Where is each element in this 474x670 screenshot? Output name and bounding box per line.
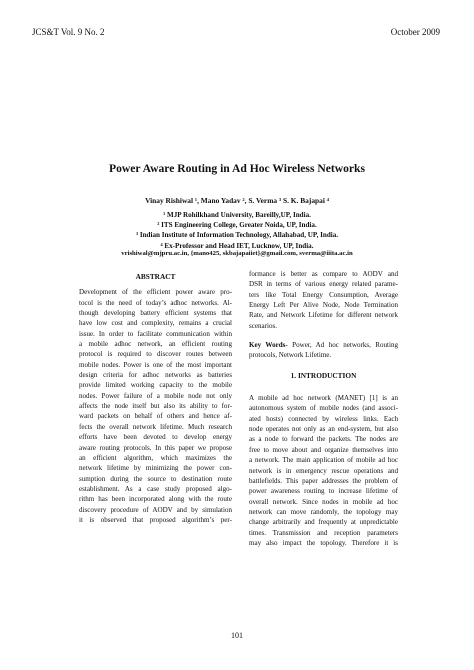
text-line: free to move about and organize themselves into	[249, 445, 398, 454]
text-line: may also impact the topology. Therefore it is	[249, 538, 398, 547]
text-line: affects the node itself but also its ability to for-	[79, 402, 232, 411]
affiliation-4: ⁴ Ex-Professor and Head IET, Lucknow, UP, India.	[160, 241, 314, 250]
text-line: a mobile adhoc network, an efficient routing	[79, 340, 232, 349]
text-line: though developing battery efficient systems that	[79, 309, 232, 318]
keywords-label: Key Words-	[249, 341, 288, 350]
text-line: times. Transmission and reception parameters	[249, 528, 398, 537]
keywords-values: Power, Ad hoc networks, Routing	[287, 341, 399, 350]
text-line: scenarios.	[249, 321, 277, 330]
text-line: power awareness routing to increase lifetime of	[249, 487, 398, 496]
text-line: node operates not only as an end-system, but also	[249, 425, 398, 434]
introduction-heading: 1. INTRODUCTION	[290, 370, 357, 380]
keywords	[249, 340, 398, 361]
keywords-line-1	[249, 340, 398, 350]
abstract-continued	[249, 269, 398, 331]
text-line: tocol is the need of today’s adhoc networks. Al-	[79, 298, 232, 307]
text-line: Rate, and Network Lifetime for different network	[249, 311, 398, 320]
author-list: Vinay Rishiwal ¹, Mano Yadav ², S. Verma ³ S. K. Bajapai ⁴	[145, 196, 329, 205]
text-line: efforts have been devoted to develop energy	[79, 433, 232, 442]
text-line: nodes. Power failure of a mobile node not only	[79, 391, 232, 400]
text-line: network can move randomly, the topology may	[249, 507, 398, 516]
text-line: establishment. As a case study proposed algo-	[79, 484, 232, 493]
text-line: ward packets on behalf of others and hence af-	[79, 412, 232, 421]
text-line: as a node to forward the packets. The nodes are	[249, 435, 398, 444]
text-line: protocol is required to discover routes between	[79, 350, 232, 359]
text-line: discovery procedure of AODV and by simulation	[79, 505, 232, 514]
text-line: battlefields. This paper addresses the problem of	[249, 476, 398, 485]
text-line: A mobile ad hoc network (MANET) [1] is an	[249, 394, 398, 403]
text-line: it is observed that proposed algorithm’s per-	[79, 515, 232, 524]
affiliation-1: ¹ MJP Rohilkhand University, Bareilly,UP, India.	[163, 211, 311, 219]
date-header: October 2009	[390, 27, 440, 37]
text-line: have low cost and complexity, remains a crucial	[79, 319, 232, 328]
author-emails: vrishiwal@mjpru.ac.in, {mano425, skbajapaiiet}@gmail.com, sverma@iiita.ac.in	[121, 250, 353, 257]
left-column	[79, 272, 232, 525]
text-line: ters like Total Energy Consumption, Average	[249, 290, 398, 299]
text-line: fects the overall network lifetime. Much research	[79, 422, 232, 431]
text-line: change arbitrarily and frequently at unpredictable	[249, 518, 398, 527]
paper-title: Power Aware Routing in Ad Hoc Wireless Networks	[108, 162, 366, 175]
text-line: issue. In order to facilitate communication within	[79, 329, 232, 338]
text-line: design criteria for adhoc networks as batteries	[79, 371, 232, 380]
text-line: Energy Left Per Alive Node, Node Termination	[249, 301, 398, 310]
text-line: mobile nodes. Power is one of the most important	[79, 360, 232, 369]
text-line: DSR in terms of various energy related parame-	[249, 280, 398, 289]
text-line: aware routing protocols. In this paper we propose	[79, 443, 232, 452]
journal-header: JCS&T Vol. 9 No. 2	[32, 27, 105, 37]
text-line: Development of the efficient power aware pro-	[79, 288, 232, 297]
right-column	[249, 269, 398, 548]
abstract-heading: ABSTRACT	[135, 272, 176, 281]
text-line: formance is better as compare to AODV and	[249, 270, 398, 278]
text-line: ated hosts) connected by wireless links. Each	[249, 414, 398, 423]
affiliation-2: ² ITS Engineering College, Greater Noida, UP, India.	[157, 221, 317, 230]
text-line: overall network. Since nodes in mobile ad hoc	[249, 497, 398, 506]
text-line: rithm has been incorporated along with the route	[79, 495, 232, 504]
abstract-body	[79, 287, 232, 525]
affiliations	[0, 210, 474, 251]
keywords-line-2: protocols, Network Lifetime.	[249, 351, 332, 360]
text-line: an efficient algorithm, which maximizes the	[79, 453, 232, 462]
text-line: a network. The main application of mobile ad hoc	[249, 456, 398, 465]
text-line: network is in emergency rescue operations and	[249, 466, 398, 475]
affiliation-3: ³ Indian Institute of Information Technology, Allahabad, UP, India.	[135, 231, 339, 240]
text-line: provide limited working capacity to the mobile	[79, 381, 232, 390]
introduction-body	[249, 393, 398, 548]
text-line: sumption during the source to destination route	[79, 474, 232, 483]
text-line: autonomous system of mobile nodes (and associ-	[249, 404, 398, 413]
page-number: 101	[231, 631, 243, 640]
text-line: network lifetime by minimizing the power con-	[79, 464, 232, 473]
